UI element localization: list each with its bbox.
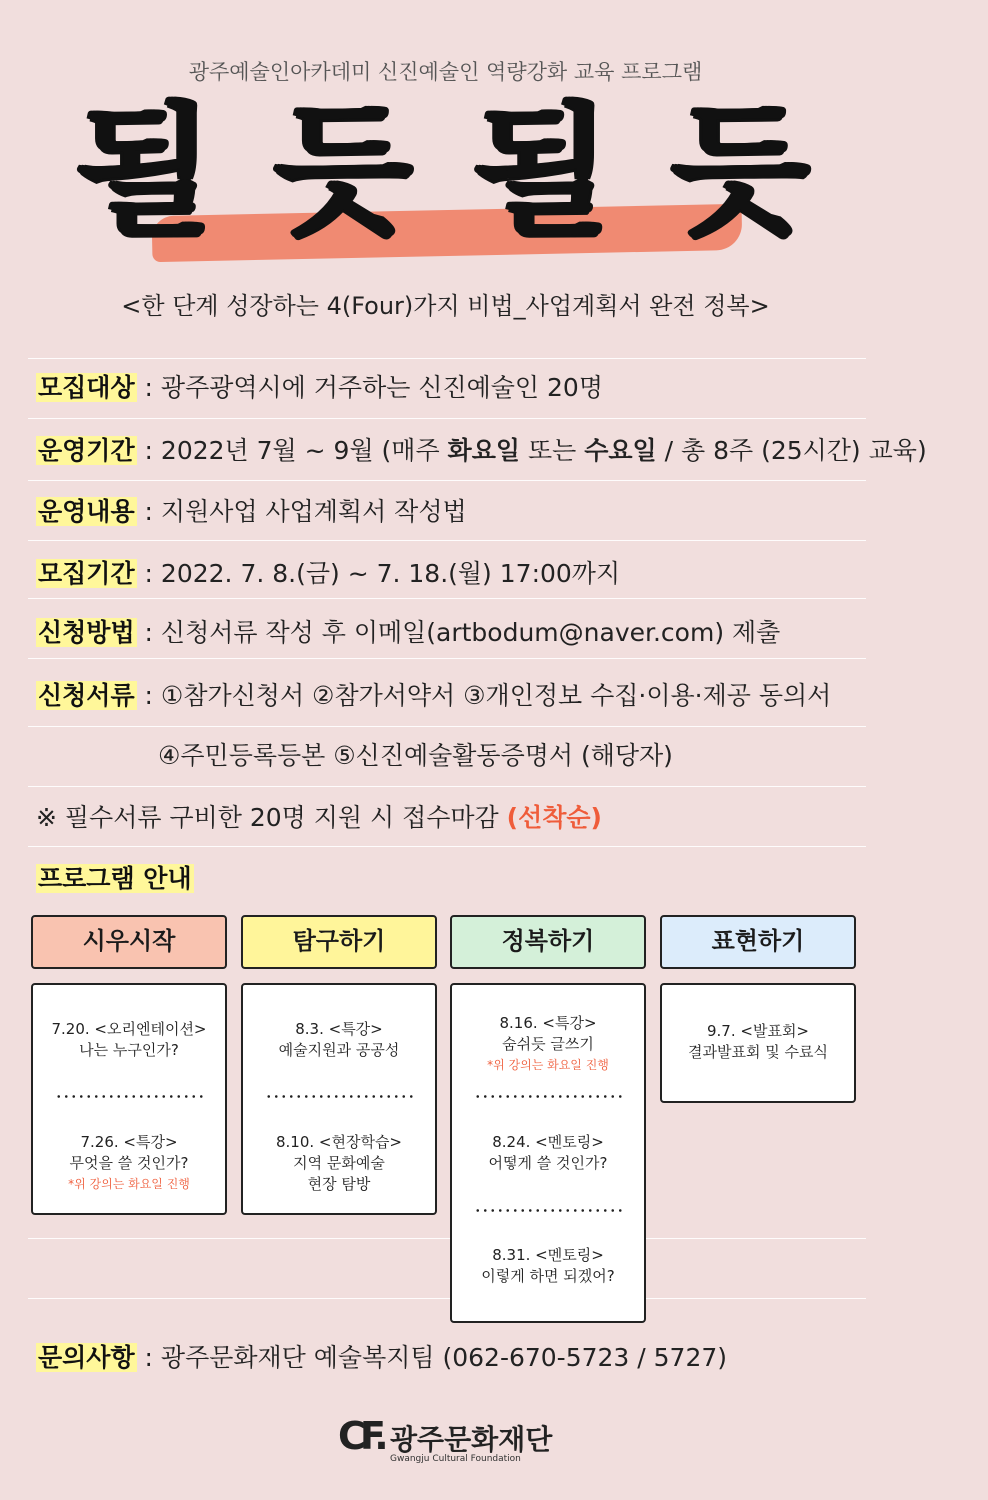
divider bbox=[28, 418, 866, 419]
event-date: 8.24. <멘토링> bbox=[492, 1133, 604, 1151]
schedule-card bbox=[450, 983, 646, 1323]
schedule-card bbox=[660, 983, 856, 1103]
dotted-divider bbox=[474, 1209, 626, 1212]
event-title: 결과발표회 및 수료식 bbox=[688, 1043, 828, 1061]
schedule-event bbox=[452, 1013, 644, 1076]
schedule-event bbox=[452, 1132, 644, 1174]
contact-label: 문의사항 bbox=[38, 1343, 135, 1372]
info-value: : ①참가신청서 ②참가서약서 ③개인정보 수집·이용·제공 동의서 bbox=[136, 681, 832, 710]
info-value-bold: 화요일 bbox=[447, 436, 520, 465]
event-date: 7.26. <특강> bbox=[80, 1133, 178, 1151]
category-label: 표현하기 bbox=[660, 915, 856, 969]
logo-english-name: Gwangju Cultural Foundation bbox=[390, 1454, 521, 1464]
info-value: / 총 8주 (25시간) 교육) bbox=[656, 436, 927, 465]
event-note: *위 강의는 화요일 진행 bbox=[487, 1058, 609, 1072]
info-value: : 지원사업 사업계획서 작성법 bbox=[136, 497, 467, 526]
divider bbox=[28, 540, 866, 541]
divider bbox=[28, 658, 866, 659]
contact-row bbox=[36, 1338, 866, 1378]
event-date: 8.31. <멘토링> bbox=[492, 1246, 604, 1264]
schedule-event bbox=[662, 1021, 854, 1063]
info-row-docs bbox=[36, 676, 866, 716]
info-value: : 2022. 7. 8.(금) ~ 7. 18.(월) 17:00까지 bbox=[136, 559, 621, 588]
event-date: 9.7. <발표회> bbox=[707, 1022, 809, 1040]
divider bbox=[28, 598, 866, 599]
info-label: 모집기간 bbox=[38, 559, 135, 588]
category-label: 시우시작 bbox=[31, 915, 227, 969]
info-row-content bbox=[36, 492, 866, 532]
info-value: : 2022년 7월 ~ 9월 (매주 bbox=[136, 436, 448, 465]
logo-mark-icon: CF. bbox=[338, 1414, 383, 1458]
info-value: 또는 bbox=[520, 436, 585, 465]
divider bbox=[28, 480, 866, 481]
event-title: 어떻게 쓸 것인가? bbox=[488, 1154, 608, 1172]
info-row-docs-cont: ④주민등록등본 ⑤신진예술활동증명서 (해당자) bbox=[158, 741, 673, 770]
program-subtitle: 광주예술인아카데미 신진예술인 역량강화 교육 프로그램 bbox=[188, 60, 703, 84]
foundation-logo bbox=[338, 1410, 558, 1470]
event-title: 나는 누구인가? bbox=[79, 1041, 179, 1059]
notice-text: ※ 필수서류 구비한 20명 지원 시 접수마감 bbox=[36, 803, 507, 832]
event-date: 8.3. <특강> bbox=[295, 1020, 383, 1038]
poster-title: 될 듯 될 듯 bbox=[76, 89, 815, 254]
divider bbox=[28, 846, 866, 847]
dotted-divider bbox=[474, 1095, 626, 1098]
event-note: *위 강의는 화요일 진행 bbox=[68, 1177, 190, 1191]
schedule-card bbox=[241, 983, 437, 1215]
program-tagline: <한 단계 성장하는 4(Four)가지 비법_사업계획서 완전 정복> bbox=[121, 292, 770, 320]
schedule-event bbox=[243, 1132, 435, 1195]
divider bbox=[28, 358, 866, 359]
logo-korean-name: 광주문화재단 bbox=[390, 1423, 553, 1456]
schedule-card bbox=[31, 983, 227, 1215]
event-date: 8.10. <현장학습> bbox=[275, 1133, 403, 1151]
divider bbox=[28, 726, 866, 727]
dotted-divider bbox=[55, 1095, 207, 1098]
info-label: 신청서류 bbox=[38, 681, 135, 710]
category-label: 정복하기 bbox=[450, 915, 646, 969]
divider bbox=[28, 786, 866, 787]
dotted-divider bbox=[265, 1095, 417, 1098]
divider bbox=[28, 1238, 866, 1239]
info-label: 운영내용 bbox=[38, 497, 135, 526]
program-heading-row bbox=[36, 859, 866, 899]
event-title: 이렇게 하면 되겠어? bbox=[481, 1267, 615, 1285]
event-title: 예술지원과 공공성 bbox=[278, 1041, 400, 1059]
schedule-event bbox=[452, 1245, 644, 1287]
info-value: : 신청서류 작성 후 이메일(artbodum@naver.com) 제출 bbox=[136, 618, 781, 647]
schedule-event bbox=[243, 1019, 435, 1061]
event-title: 현장 탐방 bbox=[307, 1175, 371, 1193]
info-row-method bbox=[36, 613, 866, 653]
schedule-event bbox=[33, 1132, 225, 1195]
info-row-target bbox=[36, 368, 866, 408]
info-value-bold: 수요일 bbox=[584, 436, 657, 465]
info-row-recruit bbox=[36, 554, 866, 594]
info-label: 운영기간 bbox=[38, 436, 135, 465]
info-row-period bbox=[36, 431, 927, 471]
notice-row bbox=[36, 798, 866, 838]
event-title: 지역 문화예술 bbox=[293, 1154, 385, 1172]
info-value: : 광주광역시에 거주하는 신진예술인 20명 bbox=[136, 373, 603, 402]
event-date: 7.20. <오리엔테이션> bbox=[51, 1020, 207, 1038]
category-label: 탐구하기 bbox=[241, 915, 437, 969]
notice-highlight: (선착순) bbox=[506, 803, 602, 832]
contact-value: : 광주문화재단 예술복지팀 (062-670-5723 / 5727) bbox=[136, 1343, 728, 1372]
divider bbox=[28, 1298, 866, 1299]
event-date: 8.16. <특강> bbox=[499, 1014, 597, 1032]
schedule-event bbox=[33, 1019, 225, 1061]
program-heading: 프로그램 안내 bbox=[38, 864, 192, 893]
event-title: 숨쉬듯 글쓰기 bbox=[502, 1035, 594, 1053]
event-title: 무엇을 쓸 것인가? bbox=[69, 1154, 189, 1172]
info-label: 신청방법 bbox=[38, 618, 135, 647]
info-label: 모집대상 bbox=[38, 373, 135, 402]
